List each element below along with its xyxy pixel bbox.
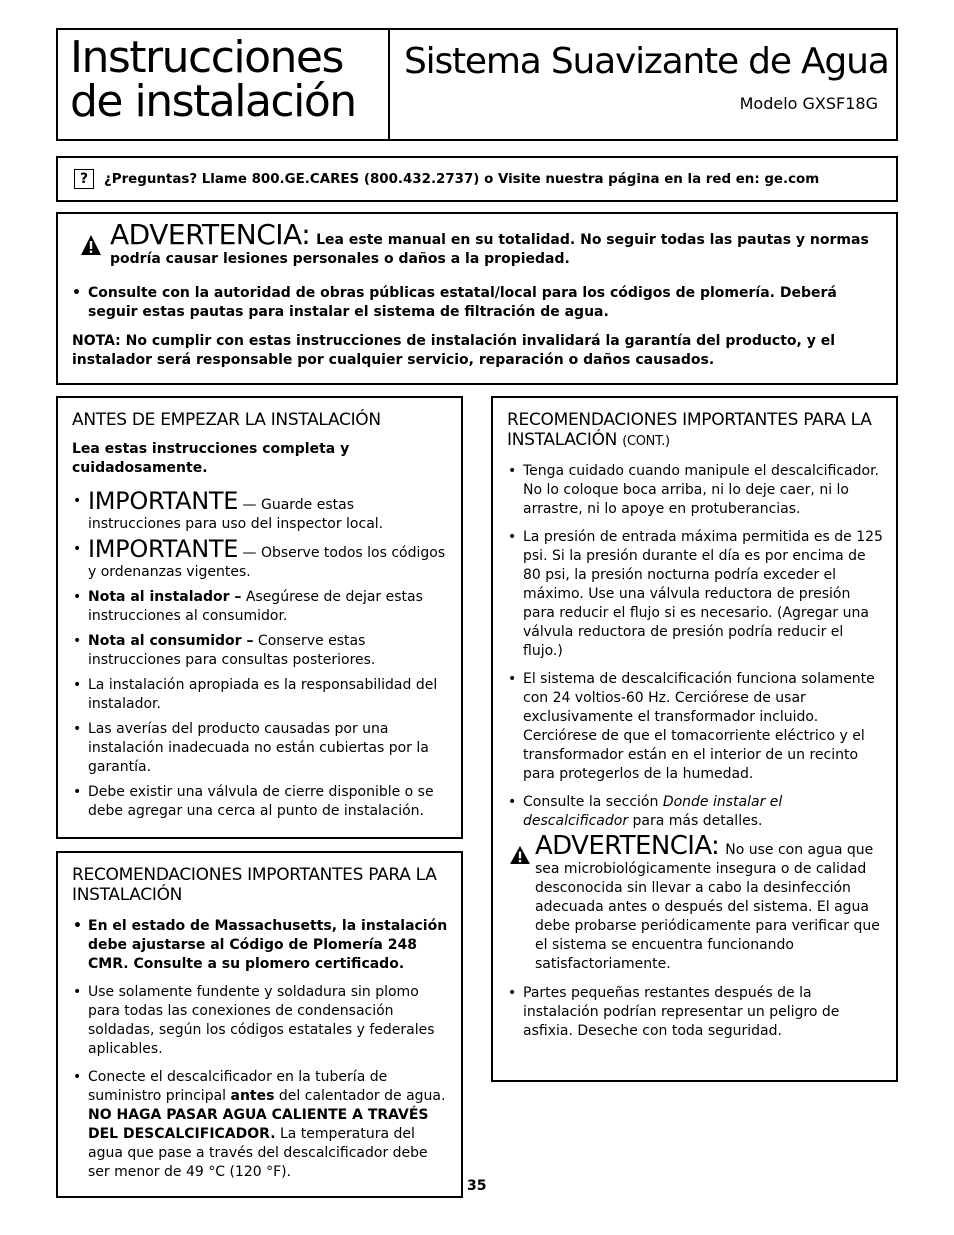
bullet-dot: • (73, 541, 82, 557)
bullet-dot: • (73, 984, 82, 1000)
list-item (72, 983, 449, 1059)
section-title-line1: Instrucciones (70, 32, 343, 83)
list-item (72, 720, 449, 777)
recommendations-box (56, 851, 463, 1198)
warning-triangle-icon (80, 234, 102, 256)
questions-bar (56, 156, 898, 202)
bullet-dot: • (73, 721, 82, 737)
list-item-text: Use solamente fundente y soldadura sin plomo para todas las conexiones de condensación soldadas, según los códigos estatales y federales aplicables. (88, 984, 435, 1057)
list-item-text: Tenga cuidado cuando manipule el descalcificador. No lo coloque boca arriba, ni lo deje caer, ni lo arrastre, ni lo apoye en protuberancias. (523, 463, 879, 517)
recommendations-cont-list (507, 462, 884, 831)
list-item (72, 632, 449, 670)
list-item-text: Consulte la sección (523, 794, 663, 810)
cont-label: (CONT.) (622, 434, 670, 449)
list-item (507, 984, 884, 1041)
important-label: IMPORTANTE (88, 487, 239, 515)
list-item (72, 917, 449, 974)
before-installation-title: ANTES DE EMPEZAR LA INSTALACIÓN (72, 410, 381, 430)
recommendations-cont-title-text: RECOMENDACIONES IMPORTANTES PARA LA INSTALACIÓN (507, 410, 872, 450)
warning-label: ADVERTENCIA: (110, 218, 311, 251)
secondary-warning (507, 831, 884, 974)
questions-text: ¿Preguntas? Llame 800.GE.CARES (800.432.2737) o Visite nuestra página en la red en: ge.com (104, 172, 820, 187)
list-item (507, 528, 884, 661)
list-item (72, 588, 449, 626)
list-item-text: Asegúrese de dejar estas instrucciones al consumidor. (88, 589, 423, 624)
bullet-dot: • (73, 493, 82, 509)
list-item-text: La presión de entrada máxima permitida es de 125 psi. Si la presión durante el día es por encima de 80 psi, la presión nocturna podría exceder el máximo. Use una válvula reductora de presión para reducir el flujo si es necesario. (Agregar una válvula reductora de presión podría reducir el flujo.) (523, 529, 883, 659)
list-item-text: para más detalles. (628, 813, 763, 829)
list-item-text: Debe existir una válvula de cierre disponible o se debe agregar una cerca al punto de instalación. (88, 784, 434, 819)
page-number: 35 (467, 1178, 487, 1194)
list-item-emphasis: antes (230, 1088, 275, 1104)
warning-bullet-text: Consulte con la autoridad de obras públicas estatal/local para los códigos de plomería. Deberá seguir estas pautas para instalar el sistema de filtración de agua. (88, 285, 837, 320)
bullet-dot: • (73, 1069, 82, 1085)
list-item (507, 462, 884, 519)
recommendations-cont-box (491, 396, 898, 1082)
list-item (72, 1068, 449, 1182)
before-installation-subtitle: Lea estas instrucciones completa y cuidadosamente. (72, 441, 350, 476)
page-header (56, 28, 898, 141)
before-installation-content (72, 440, 449, 827)
warning-box (56, 212, 898, 385)
warning-label: ADVERTENCIA: (535, 831, 720, 861)
warning-text: Lea este manual en su totalidad. No seguir todas las pautas y normas podría causar lesiones personales o daños a la propiedad. (110, 232, 869, 267)
bullet-dot: • (508, 463, 517, 479)
before-installation-list (72, 487, 449, 821)
recommendations-title: RECOMENDACIONES IMPORTANTES PARA LA INSTALACIÓN (72, 865, 437, 905)
before-installation-box (56, 396, 463, 839)
model-number: Modelo GXSF18G (739, 94, 878, 113)
list-item-text: La temperatura del agua que pase a través del descalcificador debe ser menor de 49 °C (120 °F). (88, 1126, 428, 1180)
list-item-text: Conecte el descalcificador en la tubería de suministro principal (88, 1069, 388, 1104)
bullet-dot: • (73, 677, 82, 693)
warning-triangle-icon (509, 845, 531, 865)
list-item-emphasis: NO HAGA PASAR AGUA CALIENTE A TRAVÉS DEL DESCALCIFICADOR. (88, 1107, 429, 1142)
list-item-text: El sistema de descalcificación funciona solamente con 24 voltios-60 Hz. Cerciórese de usar exclusivamente el transformador incluido. Cerciórese de que el tomacorriente eléctrico y el transformador están en el interior de un recinto para protegerlos de la humedad. (523, 671, 875, 782)
recommendations-list (72, 917, 449, 1182)
bullet-dot: • (508, 985, 517, 1001)
installer-note-label: Nota al instalador – (88, 589, 242, 605)
list-item-text: — Guarde estas instrucciones para uso del inspector local. (88, 497, 384, 532)
consumer-note-label: Nota al consumidor – (88, 633, 254, 649)
bullet-dot: • (73, 784, 82, 800)
bullet-dot: • (72, 285, 81, 301)
list-item (507, 793, 884, 831)
recommendations-content (72, 917, 449, 1188)
section-title-line2: de instalación (70, 76, 356, 127)
bullet-dot: • (73, 589, 82, 605)
list-item (72, 783, 449, 821)
list-item-text: Conserve estas instrucciones para consultas posteriores. (88, 633, 376, 668)
warning-text: No use con agua que sea microbiológicamente insegura o de calidad desconocida sin llevar a cabo la desinfección adecuada antes o después del sistema. El agua debe probarse periódicamente para verificar que el sistema se encuentra funcionando satisfactoriamente. (535, 842, 880, 972)
list-item (72, 535, 449, 582)
warning-bullet (72, 284, 882, 322)
bullet-dot: • (508, 794, 517, 810)
bullet-dot: • (508, 529, 517, 545)
header-divider (388, 30, 390, 139)
list-item-text: En el estado de Massachusetts, la instalación debe ajustarse al Código de Plomería 248 CMR. Consulte a su plomero certificado. (88, 918, 448, 972)
question-icon: ? (74, 169, 94, 189)
list-item (507, 670, 884, 784)
product-title: Sistema Suavizante de Agua (404, 41, 889, 82)
bullet-dot: • (73, 633, 82, 649)
recommendations-cont-content (507, 462, 884, 1047)
list-item (72, 676, 449, 714)
list-item-text: Las averías del producto causadas por una instalación inadecuada no están cubiertas por la garantía. (88, 721, 429, 775)
list-item-text: del calentador de agua. (274, 1088, 446, 1104)
section-title (70, 32, 356, 127)
product-block (404, 41, 889, 113)
important-label: IMPORTANTE (88, 535, 239, 563)
list-item-text: Partes pequeñas restantes después de la instalación podrían representar un peligro de asfixia. Deseche con toda seguridad. (523, 985, 840, 1039)
warning-heading (110, 218, 880, 269)
list-item (72, 487, 449, 534)
bullet-dot: • (73, 918, 82, 934)
list-item-text: — Observe todos los códigos y ordenanzas vigentes. (88, 545, 446, 580)
recommendations-cont-list-2 (507, 984, 884, 1041)
section-reference: Donde instalar el descalcificador (523, 794, 783, 829)
recommendations-cont-title (507, 410, 884, 452)
bullet-dot: • (508, 671, 517, 687)
warning-note: NOTA: No cumplir con estas instrucciones de instalación invalidará la garantía del producto, y el instalador será responsable por cualquier servicio, reparación o daños causados. (72, 333, 835, 368)
list-item-text: La instalación apropiada es la responsabilidad del instalador. (88, 677, 438, 712)
